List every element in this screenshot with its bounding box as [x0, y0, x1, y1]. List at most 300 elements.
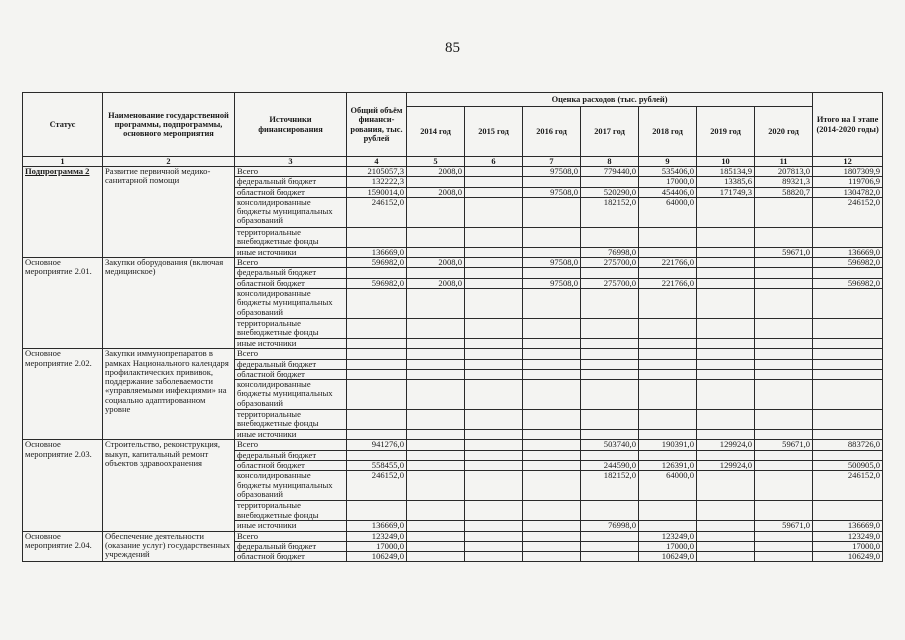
total-cell: 941276,0 — [347, 440, 407, 450]
status-cell: Основное мероприятие 2.02. — [23, 349, 103, 440]
stage-total-cell — [813, 349, 883, 359]
total-cell — [347, 430, 407, 440]
year-2016-cell — [523, 440, 581, 450]
column-number: 5 — [407, 157, 465, 167]
header-sources: Источники финансирования — [235, 93, 347, 157]
year-2019-cell: 129924,0 — [697, 440, 755, 450]
year-2017-cell — [581, 531, 639, 541]
year-2016-cell — [523, 552, 581, 562]
year-2017-cell — [581, 380, 639, 410]
year-2016-cell — [523, 319, 581, 339]
year-2014-cell — [407, 552, 465, 562]
table-row — [23, 440, 883, 450]
year-2016-cell — [523, 521, 581, 531]
year-2016-cell — [523, 197, 581, 227]
year-2017-cell: 779440,0 — [581, 167, 639, 177]
year-2017-cell — [581, 177, 639, 187]
year-2019-cell — [697, 380, 755, 410]
stage-total-cell — [813, 450, 883, 460]
year-2017-cell: 275700,0 — [581, 258, 639, 268]
stage-total-cell: 106249,0 — [813, 552, 883, 562]
year-2014-cell — [407, 268, 465, 278]
year-2020-cell: 207813,0 — [755, 167, 813, 177]
year-2016-cell — [523, 359, 581, 369]
year-2019-cell: 129924,0 — [697, 461, 755, 471]
total-cell: 246152,0 — [347, 197, 407, 227]
year-2017-cell: 244590,0 — [581, 461, 639, 471]
year-2018-cell: 126391,0 — [639, 461, 697, 471]
year-2020-cell — [755, 319, 813, 339]
source-cell: федеральный бюджет — [235, 268, 347, 278]
year-2014-cell — [407, 380, 465, 410]
year-2015-cell — [465, 440, 523, 450]
year-2016-cell — [523, 410, 581, 430]
year-2014-cell: 2008,0 — [407, 258, 465, 268]
total-cell — [347, 227, 407, 247]
year-2016-cell: 97508,0 — [523, 187, 581, 197]
year-2018-cell: 17000,0 — [639, 177, 697, 187]
year-2015-cell — [465, 369, 523, 379]
year-2018-cell: 190391,0 — [639, 440, 697, 450]
source-cell: иные источники — [235, 521, 347, 531]
year-2014-cell: 2008,0 — [407, 187, 465, 197]
column-number: 3 — [235, 157, 347, 167]
year-2020-cell — [755, 349, 813, 359]
year-2019-cell — [697, 339, 755, 349]
year-2020-cell — [755, 461, 813, 471]
year-2020-cell — [755, 531, 813, 541]
year-2020-cell — [755, 258, 813, 268]
header-year: 2015 год — [465, 107, 523, 157]
year-2016-cell — [523, 339, 581, 349]
stage-total-cell: 136669,0 — [813, 521, 883, 531]
year-2014-cell — [407, 319, 465, 339]
program-name-cell: Строительство, реконструкция, выкуп, капитальный ремонт объектов здравоохранения — [103, 440, 235, 531]
year-2016-cell — [523, 501, 581, 521]
year-2019-cell — [697, 227, 755, 247]
year-2016-cell: 97508,0 — [523, 167, 581, 177]
year-2014-cell — [407, 359, 465, 369]
year-2016-cell: 97508,0 — [523, 278, 581, 288]
table-row — [23, 349, 883, 359]
year-2015-cell — [465, 319, 523, 339]
year-2020-cell: 59671,0 — [755, 521, 813, 531]
year-2017-cell — [581, 227, 639, 247]
year-2014-cell — [407, 177, 465, 187]
year-2018-cell: 17000,0 — [639, 541, 697, 551]
year-2015-cell — [465, 521, 523, 531]
year-2015-cell — [465, 289, 523, 319]
year-2016-cell — [523, 289, 581, 319]
year-2020-cell — [755, 410, 813, 430]
header-name: Наименование государственной программы, подпрограммы, основного мероприятия — [103, 93, 235, 157]
total-cell: 2105057,3 — [347, 167, 407, 177]
year-2015-cell — [465, 339, 523, 349]
year-2020-cell — [755, 471, 813, 501]
stage-total-cell — [813, 268, 883, 278]
stage-total-cell — [813, 339, 883, 349]
year-2016-cell — [523, 461, 581, 471]
table-row — [23, 258, 883, 268]
year-2014-cell — [407, 501, 465, 521]
header-status: Статус — [23, 93, 103, 157]
year-2018-cell — [639, 501, 697, 521]
year-2014-cell — [407, 430, 465, 440]
header-stage-total: Итого на I этапе (2014-2020 годы) — [813, 93, 883, 157]
year-2016-cell — [523, 531, 581, 541]
source-cell: федеральный бюджет — [235, 359, 347, 369]
year-2018-cell — [639, 369, 697, 379]
year-2019-cell — [697, 278, 755, 288]
year-2019-cell — [697, 289, 755, 319]
year-2016-cell — [523, 177, 581, 187]
year-2019-cell — [697, 541, 755, 551]
column-number: 9 — [639, 157, 697, 167]
total-cell: 132222,3 — [347, 177, 407, 187]
stage-total-cell — [813, 501, 883, 521]
year-2016-cell — [523, 247, 581, 257]
year-2018-cell: 221766,0 — [639, 258, 697, 268]
status-cell: Основное мероприятие 2.03. — [23, 440, 103, 531]
source-cell: иные источники — [235, 339, 347, 349]
source-cell: Всего — [235, 440, 347, 450]
year-2014-cell — [407, 410, 465, 430]
budget-table — [22, 92, 883, 562]
year-2020-cell: 59671,0 — [755, 440, 813, 450]
year-2014-cell — [407, 289, 465, 319]
year-2015-cell — [465, 278, 523, 288]
year-2017-cell — [581, 359, 639, 369]
year-2020-cell — [755, 278, 813, 288]
year-2020-cell — [755, 369, 813, 379]
source-cell: федеральный бюджет — [235, 541, 347, 551]
source-cell: иные источники — [235, 247, 347, 257]
year-2014-cell — [407, 521, 465, 531]
source-cell: федеральный бюджет — [235, 177, 347, 187]
year-2020-cell: 89321,3 — [755, 177, 813, 187]
year-2017-cell — [581, 289, 639, 319]
year-2014-cell — [407, 227, 465, 247]
year-2019-cell — [697, 319, 755, 339]
year-2015-cell — [465, 541, 523, 551]
stage-total-cell: 596982,0 — [813, 258, 883, 268]
year-2018-cell: 221766,0 — [639, 278, 697, 288]
year-2018-cell — [639, 339, 697, 349]
year-2017-cell — [581, 541, 639, 551]
year-2015-cell — [465, 359, 523, 369]
total-cell: 246152,0 — [347, 471, 407, 501]
total-cell — [347, 349, 407, 359]
source-cell: территориальные внебюджетные фонды — [235, 319, 347, 339]
year-2018-cell — [639, 289, 697, 319]
year-2020-cell — [755, 289, 813, 319]
year-2015-cell — [465, 471, 523, 501]
year-2015-cell — [465, 167, 523, 177]
year-2016-cell — [523, 380, 581, 410]
stage-total-cell: 136669,0 — [813, 247, 883, 257]
status-cell: Основное мероприятие 2.01. — [23, 258, 103, 349]
year-2020-cell — [755, 430, 813, 440]
status-cell: Основное мероприятие 2.04. — [23, 531, 103, 562]
year-2018-cell — [639, 227, 697, 247]
stage-total-cell: 883726,0 — [813, 440, 883, 450]
year-2019-cell: 171749,3 — [697, 187, 755, 197]
year-2015-cell — [465, 461, 523, 471]
year-2019-cell — [697, 410, 755, 430]
year-2018-cell — [639, 380, 697, 410]
year-2017-cell: 76998,0 — [581, 247, 639, 257]
year-2019-cell — [697, 268, 755, 278]
year-2017-cell: 182152,0 — [581, 197, 639, 227]
year-2015-cell — [465, 349, 523, 359]
year-2014-cell — [407, 541, 465, 551]
year-2016-cell — [523, 349, 581, 359]
column-number: 11 — [755, 157, 813, 167]
year-2020-cell — [755, 450, 813, 460]
year-2018-cell: 64000,0 — [639, 471, 697, 501]
year-2020-cell — [755, 227, 813, 247]
total-cell — [347, 450, 407, 460]
year-2017-cell: 76998,0 — [581, 521, 639, 531]
header-year: 2020 год — [755, 107, 813, 157]
year-2017-cell — [581, 552, 639, 562]
source-cell: Всего — [235, 349, 347, 359]
stage-total-cell — [813, 227, 883, 247]
stage-total-cell — [813, 410, 883, 430]
source-cell: областной бюджет — [235, 278, 347, 288]
stage-total-cell — [813, 289, 883, 319]
page-number: 85 — [445, 40, 460, 56]
stage-total-cell: 500905,0 — [813, 461, 883, 471]
year-2017-cell — [581, 410, 639, 430]
year-2019-cell: 185134,9 — [697, 167, 755, 177]
stage-total-cell: 596982,0 — [813, 278, 883, 288]
year-2020-cell — [755, 380, 813, 410]
source-cell: территориальные внебюджетные фонды — [235, 227, 347, 247]
stage-total-cell — [813, 319, 883, 339]
stage-total-cell: 246152,0 — [813, 471, 883, 501]
year-2014-cell — [407, 197, 465, 227]
total-cell — [347, 501, 407, 521]
total-cell — [347, 319, 407, 339]
stage-total-cell: 1807309,9 — [813, 167, 883, 177]
total-cell: 136669,0 — [347, 247, 407, 257]
program-name-cell: Развитие первичной медико-санитарной помощи — [103, 167, 235, 258]
source-cell: консолидированные бюджеты муниципальных образований — [235, 289, 347, 319]
year-2014-cell: 2008,0 — [407, 278, 465, 288]
source-cell: областной бюджет — [235, 187, 347, 197]
header-total: Общий объём финанси-рования, тыс. рублей — [347, 93, 407, 157]
total-cell — [347, 268, 407, 278]
source-cell: территориальные внебюджетные фонды — [235, 410, 347, 430]
source-cell: территориальные внебюджетные фонды — [235, 501, 347, 521]
year-2020-cell — [755, 197, 813, 227]
year-2017-cell: 520290,0 — [581, 187, 639, 197]
year-2020-cell: 59671,0 — [755, 247, 813, 257]
source-cell: областной бюджет — [235, 552, 347, 562]
program-name-cell: Обеспечение деятельности (оказание услуг) государственных учреждений — [103, 531, 235, 562]
total-cell — [347, 410, 407, 430]
year-2018-cell: 106249,0 — [639, 552, 697, 562]
year-2014-cell — [407, 369, 465, 379]
year-2019-cell — [697, 552, 755, 562]
total-cell — [347, 289, 407, 319]
year-2014-cell — [407, 531, 465, 541]
table-row — [23, 531, 883, 541]
year-2015-cell — [465, 187, 523, 197]
year-2020-cell — [755, 501, 813, 521]
year-2016-cell — [523, 227, 581, 247]
total-cell: 596982,0 — [347, 258, 407, 268]
year-2015-cell — [465, 501, 523, 521]
stage-total-cell — [813, 359, 883, 369]
year-2015-cell — [465, 258, 523, 268]
year-2018-cell — [639, 359, 697, 369]
year-2017-cell — [581, 339, 639, 349]
year-2019-cell — [697, 450, 755, 460]
year-2019-cell — [697, 359, 755, 369]
year-2019-cell — [697, 197, 755, 227]
year-2019-cell — [697, 501, 755, 521]
total-cell — [347, 380, 407, 410]
stage-total-cell: 119706,9 — [813, 177, 883, 187]
total-cell: 596982,0 — [347, 278, 407, 288]
year-2017-cell — [581, 369, 639, 379]
year-2020-cell — [755, 268, 813, 278]
year-2015-cell — [465, 177, 523, 187]
year-2016-cell — [523, 430, 581, 440]
year-2019-cell — [697, 349, 755, 359]
total-cell — [347, 359, 407, 369]
stage-total-cell — [813, 380, 883, 410]
year-2018-cell — [639, 247, 697, 257]
year-2019-cell — [697, 521, 755, 531]
total-cell: 106249,0 — [347, 552, 407, 562]
year-2017-cell — [581, 430, 639, 440]
year-2017-cell: 182152,0 — [581, 471, 639, 501]
year-2016-cell — [523, 450, 581, 460]
source-cell: консолидированные бюджеты муниципальных образований — [235, 471, 347, 501]
year-2019-cell — [697, 369, 755, 379]
header-year: 2017 год — [581, 107, 639, 157]
header-year: 2016 год — [523, 107, 581, 157]
table-body — [23, 167, 883, 562]
year-2017-cell — [581, 349, 639, 359]
source-cell: Всего — [235, 167, 347, 177]
year-2015-cell — [465, 531, 523, 541]
year-2016-cell — [523, 541, 581, 551]
year-2015-cell — [465, 410, 523, 430]
year-2014-cell: 2008,0 — [407, 167, 465, 177]
column-number: 10 — [697, 157, 755, 167]
program-name-cell: Закупки иммунопрепаратов в рамках Национального календаря профилактических прививок, поддержание заболеваемости «управляемыми инфекциями» на социально адаптированном уровне — [103, 349, 235, 440]
year-2017-cell: 503740,0 — [581, 440, 639, 450]
year-2015-cell — [465, 380, 523, 410]
total-cell: 558455,0 — [347, 461, 407, 471]
source-cell: консолидированные бюджеты муниципальных образований — [235, 197, 347, 227]
year-2016-cell — [523, 471, 581, 501]
year-2018-cell — [639, 268, 697, 278]
year-2015-cell — [465, 450, 523, 460]
year-2015-cell — [465, 552, 523, 562]
year-2020-cell — [755, 552, 813, 562]
year-2019-cell — [697, 247, 755, 257]
year-2018-cell: 64000,0 — [639, 197, 697, 227]
source-cell: областной бюджет — [235, 461, 347, 471]
source-cell: Всего — [235, 258, 347, 268]
column-number: 1 — [23, 157, 103, 167]
column-number: 6 — [465, 157, 523, 167]
year-2016-cell — [523, 268, 581, 278]
year-2020-cell — [755, 339, 813, 349]
year-2017-cell — [581, 268, 639, 278]
year-2020-cell: 58820,7 — [755, 187, 813, 197]
year-2018-cell — [639, 410, 697, 430]
program-name-cell: Закупки оборудования (включая медицинское) — [103, 258, 235, 349]
total-cell: 1590014,0 — [347, 187, 407, 197]
column-number: 4 — [347, 157, 407, 167]
year-2014-cell — [407, 339, 465, 349]
stage-total-cell — [813, 430, 883, 440]
year-2018-cell — [639, 430, 697, 440]
stage-total-cell: 17000,0 — [813, 541, 883, 551]
year-2015-cell — [465, 430, 523, 440]
column-number: 2 — [103, 157, 235, 167]
stage-total-cell: 123249,0 — [813, 531, 883, 541]
column-number-row — [23, 157, 883, 167]
year-2018-cell — [639, 349, 697, 359]
stage-total-cell: 1304782,0 — [813, 187, 883, 197]
year-2015-cell — [465, 268, 523, 278]
year-2015-cell — [465, 227, 523, 247]
stage-total-cell: 246152,0 — [813, 197, 883, 227]
total-cell — [347, 369, 407, 379]
year-2017-cell: 275700,0 — [581, 278, 639, 288]
header-year: 2019 год — [697, 107, 755, 157]
year-2017-cell — [581, 319, 639, 339]
year-2016-cell — [523, 369, 581, 379]
source-cell: федеральный бюджет — [235, 450, 347, 460]
year-2014-cell — [407, 471, 465, 501]
column-number: 8 — [581, 157, 639, 167]
year-2016-cell: 97508,0 — [523, 258, 581, 268]
column-number: 7 — [523, 157, 581, 167]
year-2018-cell: 123249,0 — [639, 531, 697, 541]
year-2017-cell — [581, 450, 639, 460]
year-2018-cell: 454406,0 — [639, 187, 697, 197]
year-2017-cell — [581, 501, 639, 521]
year-2019-cell: 13385,6 — [697, 177, 755, 187]
source-cell: областной бюджет — [235, 369, 347, 379]
table-row — [23, 167, 883, 177]
header-estimate: Оценка расходов (тыс. рублей) — [407, 93, 813, 107]
source-cell: Всего — [235, 531, 347, 541]
total-cell — [347, 339, 407, 349]
column-number: 12 — [813, 157, 883, 167]
total-cell: 17000,0 — [347, 541, 407, 551]
header-year: 2014 год — [407, 107, 465, 157]
year-2020-cell — [755, 541, 813, 551]
year-2020-cell — [755, 359, 813, 369]
total-cell: 123249,0 — [347, 531, 407, 541]
header-year: 2018 год — [639, 107, 697, 157]
year-2018-cell: 535406,0 — [639, 167, 697, 177]
total-cell: 136669,0 — [347, 521, 407, 531]
year-2014-cell — [407, 450, 465, 460]
year-2014-cell — [407, 349, 465, 359]
year-2015-cell — [465, 247, 523, 257]
year-2018-cell — [639, 521, 697, 531]
